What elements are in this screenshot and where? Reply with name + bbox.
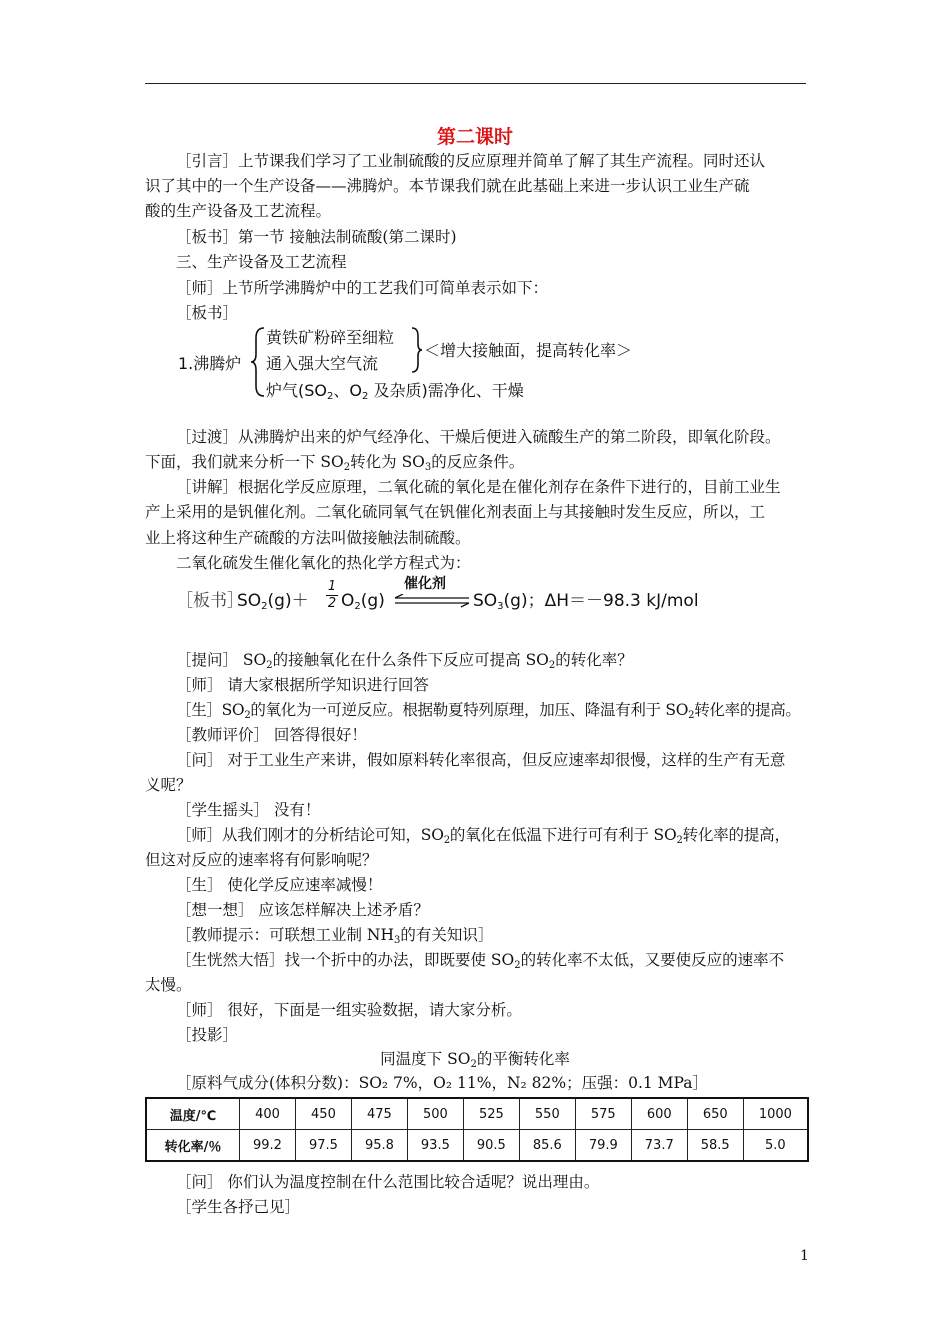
question-1: ［提问］ $SO_2$的接触氧化在什么条件下反应可提高 $SO_2$的转化率？ <box>176 651 633 671</box>
temp-cell: 525 <box>463 1098 519 1130</box>
left-brace-icon <box>250 326 266 398</box>
row-header-conversion: 转化率/％ <box>146 1130 240 1162</box>
table-condition: ［原料气成分(体积分数)：SO₂ 7%，O₂ 11%，N₂ 82%；压强：0.1 MPa］ <box>176 1074 709 1092</box>
transition-line-2: 下面，我们就来分析一下 $SO_2$转化为 $SO_3$的反应条件。 <box>145 453 525 473</box>
intro-line-1: ［引言］上节课我们学习了工业制硫酸的反应原理并简单了解了其生产流程。同时还认 <box>176 152 766 170</box>
table-row-conversion <box>146 1130 808 1162</box>
furnace-prefix: 1.沸腾炉 <box>178 354 242 373</box>
question-2-line-1: ［问］ 对于工业生产来讲，假如原料转化率很高，但反应速率却很慢，这样的生产有无意 <box>176 751 786 769</box>
furnace-item-3: 炉气($SO_2$、$O_2$ 及杂质)需净化、干燥 <box>266 381 524 402</box>
temp-cell: 500 <box>407 1098 463 1130</box>
equation-catalyst: 催化剂 <box>404 576 446 592</box>
student-insight-line-1: ［生恍然大悟］找一个折中的办法，即既要使 $SO_2$的转化率不太低，又要使反应的速率不 <box>176 951 785 971</box>
rate-cell: 99.2 <box>240 1130 296 1162</box>
explain-line-2: 产上采用的是钒催化剂。二氧化硫同氧气在钒催化剂表面上与其接触时发生反应，所以，工 <box>145 503 766 521</box>
furnace-purpose: ＜增大接触面，提高转化率＞ <box>424 341 633 360</box>
temp-cell: 400 <box>240 1098 296 1130</box>
page-number: 1 <box>800 1248 809 1264</box>
teacher-evaluation: ［教师评价］ 回答得很好！ <box>176 726 367 744</box>
student-line-1: ［生$]SO_2$的氧化为一可逆反应。根据勒夏特列原理，加压、降温有利于 $SO_2$转化率的提高。 <box>176 701 801 721</box>
right-brace-icon <box>410 326 424 374</box>
conversion-table <box>145 1097 809 1162</box>
temp-cell: 1000 <box>743 1098 808 1130</box>
table-caption: 同温度下 $SO_2$的平衡转化率 <box>380 1050 570 1070</box>
temp-cell: 450 <box>295 1098 351 1130</box>
student-line-3: ［生］ 使化学反应速率减慢！ <box>176 876 383 894</box>
header-rule <box>145 83 806 84</box>
equation-products: $SO_3(g)$；ΔH＝－98.3 kJ/mol <box>473 591 699 612</box>
teacher-hint: ［教师提示：可联想工业制 $NH_3$的有关知识］ <box>176 926 494 946</box>
rate-cell: 79.9 <box>575 1130 631 1162</box>
furnace-item-1: 黄铁矿粉碎至细粒 <box>266 328 395 347</box>
rate-cell: 58.5 <box>687 1130 743 1162</box>
intro-line-3: 酸的生产设备及工艺流程。 <box>145 202 332 220</box>
student-shake-head: ［学生摇头］ 没有！ <box>176 801 321 819</box>
temp-cell: 650 <box>687 1098 743 1130</box>
equilibrium-arrow-icon <box>393 594 471 608</box>
temp-cell: 575 <box>575 1098 631 1130</box>
board-line-1: ［板书］第一节 接触法制硫酸(第二课时) <box>176 228 457 246</box>
rate-cell: 95.8 <box>351 1130 407 1162</box>
question-2-line-2: 义呢？ <box>145 776 192 794</box>
teacher-line-4: ［师］ 很好，下面是一组实验数据，请大家分析。 <box>176 1001 522 1019</box>
teacher-line-1: ［师］上节所学沸腾炉中的工艺我们可简单表示如下： <box>176 279 549 297</box>
furnace-item-2: 通入强大空气流 <box>266 354 379 373</box>
equation-fraction: 1 2 <box>327 579 337 611</box>
student-insight-line-2: 太慢。 <box>145 976 192 994</box>
explain-line-3: 业上将这种生产硫酸的方法叫做接触法制硫酸。 <box>145 529 471 547</box>
think-prompt: ［想一想］ 应该怎样解决上述矛盾？ <box>176 901 429 919</box>
equation-label: ［板书］ <box>176 591 244 611</box>
page-title: 第二课时 <box>436 126 513 148</box>
rate-cell: 85.6 <box>519 1130 575 1162</box>
rate-cell: 93.5 <box>407 1130 463 1162</box>
rate-cell: 97.5 <box>295 1130 351 1162</box>
row-header-temperature: 温度/℃ <box>146 1098 240 1130</box>
board-line-2: ［板书］ <box>176 304 239 322</box>
explain-line-1: ［讲解］根据化学反应原理，二氧化硫的氧化是在催化剂存在条件下进行的，目前工业生 <box>176 478 781 496</box>
rate-cell: 90.5 <box>463 1130 519 1162</box>
teacher-line-3: ［师］从我们刚才的分析结论可知，$SO_2$的氧化在低温下进行可有利于 $SO_2$转化率的提高， <box>176 826 790 846</box>
rate-cell: 73.7 <box>631 1130 687 1162</box>
temp-cell: 475 <box>351 1098 407 1130</box>
rate-cell: 5.0 <box>743 1130 808 1162</box>
transition-line-1: ［过渡］从沸腾炉出来的炉气经净化、干燥后便进入硫酸生产的第二阶段，即氧化阶段。 <box>176 428 781 446</box>
temp-cell: 600 <box>631 1098 687 1130</box>
question-3: ［问］ 你们认为温度控制在什么范围比较合适呢？说出理由。 <box>176 1173 600 1191</box>
teacher-line-3b: 但这对反应的速率将有何影响呢？ <box>145 851 378 869</box>
explain-line-4: 二氧化硫发生催化氧化的热化学方程式为： <box>176 554 471 572</box>
temp-cell: 550 <box>519 1098 575 1130</box>
teacher-line-2: ［师］ 请大家根据所学知识进行回答 <box>176 676 429 694</box>
table-row-temperature <box>146 1098 808 1130</box>
equation-reactants: $SO_2(g)+$ <box>237 591 309 612</box>
student-opinions: ［学生各抒己见］ <box>176 1198 301 1216</box>
equation-oxygen: $O_2(g)$ <box>341 591 385 612</box>
projection-label: ［投影］ <box>176 1026 239 1044</box>
intro-line-2: 识了其中的一个生产设备——沸腾炉。本节课我们就在此基础上来进一步认识工业生产硫 <box>145 177 750 195</box>
section-heading: 三、生产设备及工艺流程 <box>176 253 347 271</box>
